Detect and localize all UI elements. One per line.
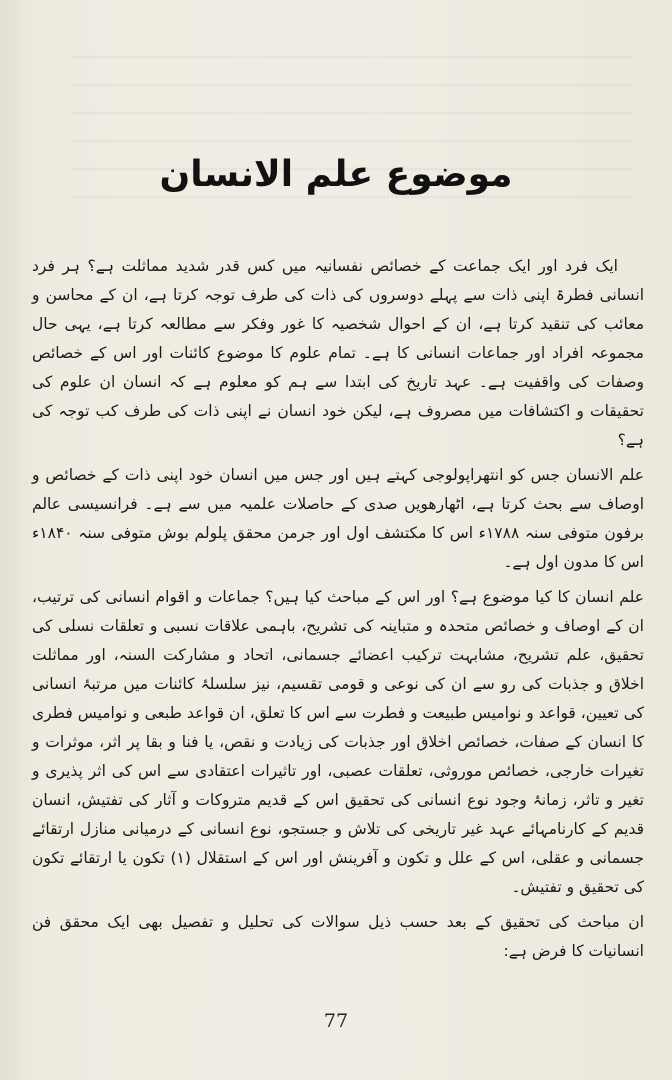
page-number: 77: [323, 1010, 349, 1032]
paragraph-4: ان مباحث کی تحقیق کے بعد حسب ذیل سوالات کی تحلیل و تفصیل بھی ایک محقق فن انسانیات کا فرض ہے:: [32, 913, 644, 960]
paragraph-1: ایک فرد اور ایک جماعت کے خصائص نفسانیہ میں کس قدر شدید مماثلت ہے؟ ہر فرد انسانی فطرۃ اپنی ذات سے پہلے دوسروں کی ذات کی طرف توجہ کرتا ہے، ان کے محاسن و معائب کی تنقید کرتا ہے، ان کے احوال شخصیہ کا غور وفکر سے مطالعہ کرتا ہے، یہی حال مجموعہ افراد اور جماعات انسانی کا ہے۔ تمام علوم کا موضوع کائنات اور اس کے خصائص وصفات کی واقفیت ہے۔ عہد تاریخ کی ابتدا سے ہم کو معلوم ہے کہ انسان ان علوم کی تحقیقات و اکتشافات میں مصروف ہے، لیکن خود انسان نے اپنی ذات کی طرف کب توجہ کی ہے؟: [32, 257, 644, 449]
page-title: موضوع علم الانسان: [159, 154, 513, 196]
paragraph-2: علم الانسان جس کو انتھراپولوجی کہتے ہیں اور جس میں انسان خود اپنی ذات کے خصائص و اوصاف سے بحث کرتا ہے، اٹھارھویں صدی کے حاصلات علمیہ میں سے ہے۔ فرانسیسی عالم برفون متوفی سنہ ۱۷۸۸ء اس کا مکتشف اول اور جرمن محقق پلولم بوش متوفی سنہ ۱۸۴۰ء اس کا مدون اول ہے۔: [32, 466, 644, 571]
paragraph-3: علم انسان کا کیا موضوع ہے؟ اور اس کے مباحث کیا ہیں؟ جماعات و اقوام انسانی کی ترتیب، ان کے اوصاف و خصائص متحدہ و متباینہ کی تشریح، باہمی علاقات نسبی و تعلقات نسلی کی تحقیق، علم تشریح، مشابہت ترکیب اعضائے جسمانی، اتحاد و مشارکت السنہ، اور مماثلت اخلاق و جذبات کی رو سے ان کی نوعی و قومی تقسیم، نیز سلسلۂ کائنات میں مرتبۂ انسانی کی تعیین، قواعد و نوامیس طبیعت و فطرت سے اس کا تعلق، ان قواعد طبعی و نوامیس فطری کا انسان کے صفات، خصائص اخلاق اور جذبات کی زیادت و نقص، یا فنا و بقا پر اثر، موثرات و تغیرات خارجی، خصائص موروثی، تعلقات عصبی، اور تاثیرات اعتقادی سے اس کی اثر پذیری و تغیر و تاثر، زمانۂ وجود نوع انسانی کی تحقیق اس کے قدیم متروکات و آثار کی تفتیش، انسان قدیم کے کارنامہائے عہد غیر تاریخی کی تلاش و جستجو، نوع انسانی کے درمیانی منازل ارتقائے جسمانی و عقلی، اس کے علل و تکون و آفرینش اور اس کے استقلال (۱) تکون یا ارتقائے تکون کی تحقیق و تفتیش۔: [32, 588, 645, 896]
show-through-text: [72, 30, 632, 260]
body-text: [32, 252, 644, 972]
